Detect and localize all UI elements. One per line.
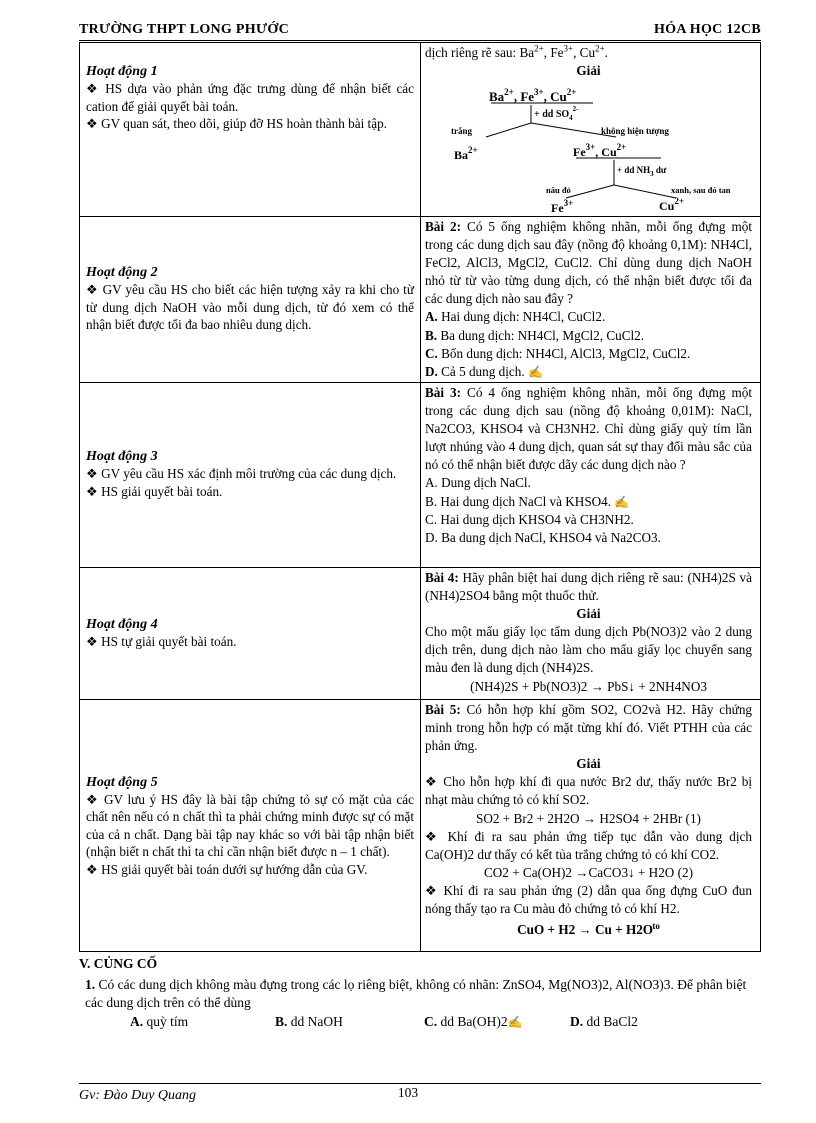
- product-iron: $Fe^{3+}$: [551, 198, 574, 215]
- subject-name: HÓA HỌC 12CB: [653, 22, 761, 37]
- equation-3: CuO + H2 → Cu + H2O $^{to}$: [517, 920, 660, 938]
- option-c: C. dd Ba(OH)2✍: [424, 1014, 523, 1029]
- step-3: ❖ Khí đi ra sau phản ứng (2) dẫn qua ống đựng CuO đun nóng thấy tạo ra Cu màu đỏ chứng tỏ có khí H2.: [425, 882, 752, 917]
- answer-mark-icon: ✍: [507, 1015, 523, 1029]
- table-row-5: [80, 700, 760, 953]
- content-cell: [421, 568, 760, 699]
- bullet-item: ❖ GV yêu cầu HS xác định môi trường của các dung dịch.: [86, 466, 397, 482]
- activity-title: Hoạt động 4: [86, 616, 158, 632]
- remaining-ions: $Fe^{3+}$, $Cu^{2+}$: [573, 142, 627, 159]
- activity-title: Hoạt động 3: [86, 449, 158, 465]
- question-3: Bài 3: Có 4 ống nghiệm không nhãn, mỗi ống đựng một trong các dung dịch sau (nồng độ khoảng 0,01M): NaCl, Na2CO3, KHSO4 và CH3NH2. Chỉ dùng giấy quỳ tím lần lượt nhúng vào 4 dung dịch, quan sát sự thay đổi màu sắc của nó có thể nhận biết được dãy các dung dịch nào ?: [425, 385, 752, 473]
- bullet-item: ❖ GV yêu cầu HS cho biết các hiện tượng xảy ra khi cho từ từ dung dịch NaOH vào mỗi dung dịch, từ đó xem có thể nhận biết được tối đa bao nhiêu dung dịch.: [86, 282, 414, 333]
- question-4: Bài 4: Hãy phân biệt hai dung dịch riêng rẽ sau: (NH4)2S và (NH4)2SO4 bằng một thuốc thử.: [425, 570, 752, 604]
- equation-1: SO2 + Br2 + 2H2O → H2SO4 + 2HBr (1): [476, 810, 701, 826]
- content-cell: [421, 700, 760, 953]
- ion-separation-diagram: [431, 81, 761, 216]
- diagram-top-ions: $Ba^{2+}$, $Fe^{3+}$, $Cu^{2+}$: [489, 87, 577, 104]
- equation-2: CO2 + Ca(OH)2 →CaCO3↓ + H2O (2): [483, 864, 693, 880]
- option-b: B. dd NaOH: [275, 1014, 343, 1029]
- bullet-item: ❖ HS tự giải quyết bài toán.: [86, 633, 237, 649]
- bullet-item: ❖ GV lưu ý HS đây là bài tập chứng tỏ sự có mặt của các chất nên nếu có n chất thì ta phải chứng minh được sự có mặt của cả n chất. Dạng bài tập nay khác so với bài tập nhận biết (nhận biết n chất thì ta chỉ cần nhận biết được n – 1 chất).: [86, 791, 414, 860]
- school-name: TRƯỜNG THPT LONG PHƯỚC: [79, 22, 290, 37]
- solve-heading: Giải: [576, 756, 601, 772]
- teacher-name: Gv: Đào Duy Quang: [79, 1088, 197, 1103]
- solve-heading: Giải: [576, 63, 601, 79]
- option-d: D. Ba dung dịch NaCl, KHSO4 và Na2CO3.: [425, 529, 661, 545]
- content-cell: [421, 217, 760, 382]
- option-c: C. Bốn dung dịch: NH4Cl, AlCl3, MgCl2, CuCl2.: [425, 345, 691, 361]
- answer-mark-icon: ✍: [614, 494, 630, 509]
- activity-cell: [80, 700, 420, 953]
- activity-title: Hoạt động 5: [86, 774, 158, 790]
- label-white-precipitate: trắng: [451, 126, 472, 136]
- product-barium: $Ba^{2+}$: [454, 145, 478, 162]
- content-cell: [421, 383, 760, 567]
- option-a: A. quỳ tím: [130, 1014, 189, 1029]
- heat-condition: to: [652, 920, 660, 931]
- page-number: 103: [397, 1085, 419, 1100]
- equation: (NH4)2S + Pb(NO3)2 → PbS↓ + 2NH4NO3: [470, 678, 707, 694]
- label-blue-dissolve: xanh, sau đó tan: [671, 185, 731, 195]
- step-2: ❖ Khí đi ra sau phản ứng tiếp tục dẫn vào dung dịch Ca(OH)2 dư thấy có kết tủa trắng chứng tỏ có khí CO2.: [425, 828, 752, 862]
- footer-rule: [79, 1083, 761, 1084]
- page-header: [79, 22, 761, 40]
- bullet-item: ❖ HS giải quyết bài toán dưới sự hướng dẫn của GV.: [86, 861, 368, 877]
- activity-title: Hoạt động 2: [86, 265, 158, 281]
- bullet-item: ❖ HS dựa vào phản ứng đặc trưng dùng để nhận biết các cation để giải quyết bài toán.: [86, 81, 414, 114]
- reagent-sulfate: + dd $SO_4^{2-}$: [534, 105, 579, 122]
- label-red-brown: nâu đỏ: [546, 185, 571, 195]
- question-2: Bài 2: Có 5 ống nghiệm không nhãn, mỗi ống đựng một trong các dung dịch sau đây (nồng độ khoảng 0,1M): NH4Cl, FeCl2, AlCl3, MgCl2, CuCl2. Chỉ dùng dung dịch NaOH nhỏ từ từ vào từng dung dịch, có thể nhận biết được tối đa các dung dịch nào sau đây ?: [425, 219, 752, 307]
- activity-cell: [80, 217, 420, 382]
- option-c: C. Hai dung dịch KHSO4 và CH3NH2.: [425, 511, 634, 527]
- step-1: ❖ Cho hỗn hợp khí đi qua nước Br2 dư, thấy nước Br2 bị nhạt màu chứng tỏ có khí SO2.: [425, 774, 752, 808]
- solve-heading: Giải: [576, 606, 601, 622]
- option-d: D. dd BaCl2: [570, 1014, 638, 1029]
- reagent-ammonia: + dd $NH_3$ dư: [617, 165, 667, 178]
- option-a: A. Hai dung dịch: NH4Cl, CuCl2.: [425, 309, 606, 325]
- answer-mark-icon: ✍: [527, 364, 543, 379]
- option-a: A. Dung dịch NaCl.: [425, 475, 531, 491]
- activity-cell: [80, 43, 420, 216]
- section-title: V. CỦNG CỐ: [79, 956, 158, 971]
- option-b: B. Ba dung dịch: NH4Cl, MgCl2, CuCl2.: [425, 327, 645, 343]
- bullet-item: ❖ GV quan sát, theo dõi, giúp đỡ HS hoàn thành bài tập.: [86, 116, 387, 132]
- activity-cell: [80, 383, 420, 567]
- activity-title: Hoạt động 1: [86, 64, 158, 79]
- answer-text: Cho một mẩu giấy lọc tẩm dung dịch Pb(NO3)2 vào 2 dung dịch trên, dung dịch nào làm cho mẩu giấy lọc chuyển sang màu đen là dung dịch (NH4)2S.: [425, 624, 752, 676]
- header-rule: [79, 40, 761, 41]
- activity-cell: [80, 568, 420, 699]
- table-row-4: [80, 568, 760, 700]
- question-5: Bài 5: Có hỗn hợp khí gồm SO2, CO2và H2. Hãy chứng minh trong hỗn hợp có mặt từng khí đó. Viết PTHH của các phản ứng.: [425, 702, 753, 754]
- option-b: B. Hai dung dịch NaCl và KHSO4. ✍: [425, 493, 630, 509]
- continued-text: dịch riêng rẽ sau: $Ba^{2+}$, $Fe^{3+}$, $Cu^{2+}$.: [425, 43, 608, 60]
- product-copper: $Cu^{2+}$: [659, 196, 684, 213]
- consolidation-question: 1. Có các dung dịch không màu đựng trong các lọ riêng biệt, không có nhãn: ZnSO4, Mg(NO3)2, Al(NO3)3. Để phân biệt các dung dịch trên có thể dùng: [85, 977, 747, 1010]
- bullet-item: ❖ HS giải quyết bài toán.: [86, 484, 223, 499]
- content-cell: [421, 43, 760, 216]
- table-row-3: [80, 383, 760, 568]
- option-d: D. Cả 5 dung dịch. ✍: [425, 363, 543, 379]
- label-no-phenomenon: không hiện tượng: [601, 126, 669, 136]
- table-row-1: [80, 43, 760, 217]
- lesson-table: [79, 42, 761, 952]
- table-row-2: [80, 217, 760, 383]
